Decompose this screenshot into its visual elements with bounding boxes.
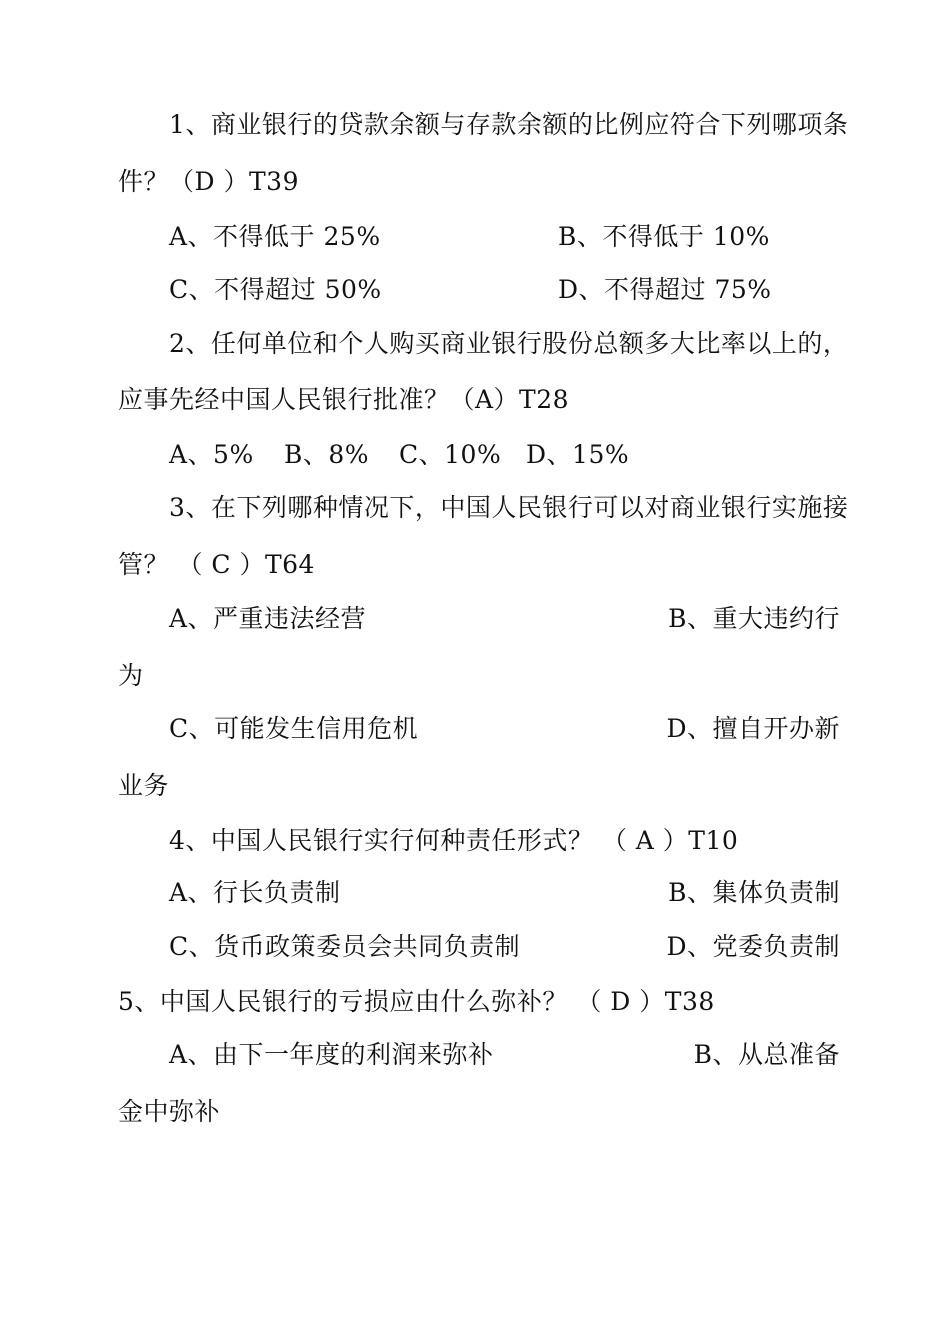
question-3-text-cont: 管？ （ C ）T64	[118, 550, 315, 579]
question-3-text: 3、在下列哪种情况下，中国人民银行可以对商业银行实施接	[169, 493, 849, 522]
question-2-option-c: C、10%	[399, 440, 502, 469]
question-4-option-b: B、集体负责制	[668, 878, 840, 907]
question-4-text: 4、中国人民银行实行何种责任形式？ （ A ）T10	[169, 826, 739, 855]
question-4-option-a: A、行长负责制	[169, 878, 341, 907]
question-2-option-b: B、8%	[284, 440, 370, 469]
question-3-option-a: A、严重违法经营	[169, 604, 367, 633]
question-1-option-d: D、不得超过 75%	[558, 275, 772, 304]
question-3-option-d: D、擅自开办新	[666, 714, 840, 743]
question-1-option-a: A、不得低于 25%	[169, 222, 381, 251]
question-3-option-c: C、可能发生信用危机	[169, 714, 419, 743]
question-2-option-a: A、5%	[169, 440, 254, 469]
question-2-option-d: D、15%	[526, 440, 630, 469]
question-1-text-cont: 件？（D ）T39	[118, 167, 299, 196]
question-5-text: 5、中国人民银行的亏损应由什么弥补？ （ D ）T38	[118, 987, 715, 1016]
question-5-option-b: B、从总准备	[693, 1040, 840, 1069]
question-3-option-b-cont: 为	[118, 661, 144, 690]
question-5-option-b-cont: 金中弥补	[118, 1097, 221, 1126]
question-5-option-a: A、由下一年度的利润来弥补	[169, 1040, 494, 1069]
question-1-option-c: C、不得超过 50%	[169, 275, 382, 304]
question-4-option-d: D、党委负责制	[666, 932, 840, 961]
question-1-option-b: B、不得低于 10%	[558, 222, 770, 251]
question-4-option-c: C、货币政策委员会共同负责制	[169, 932, 521, 961]
question-3-option-b: B、重大违约行	[668, 604, 840, 633]
question-2-text-cont: 应事先经中国人民银行批准？（A）T28	[118, 385, 570, 414]
question-1-text: 1、商业银行的贷款余额与存款余额的比例应符合下列哪项条	[169, 110, 849, 139]
question-3-option-d-cont: 业务	[118, 771, 170, 800]
question-2-text: 2、任何单位和个人购买商业银行股份总额多大比率以上的，	[169, 329, 849, 358]
